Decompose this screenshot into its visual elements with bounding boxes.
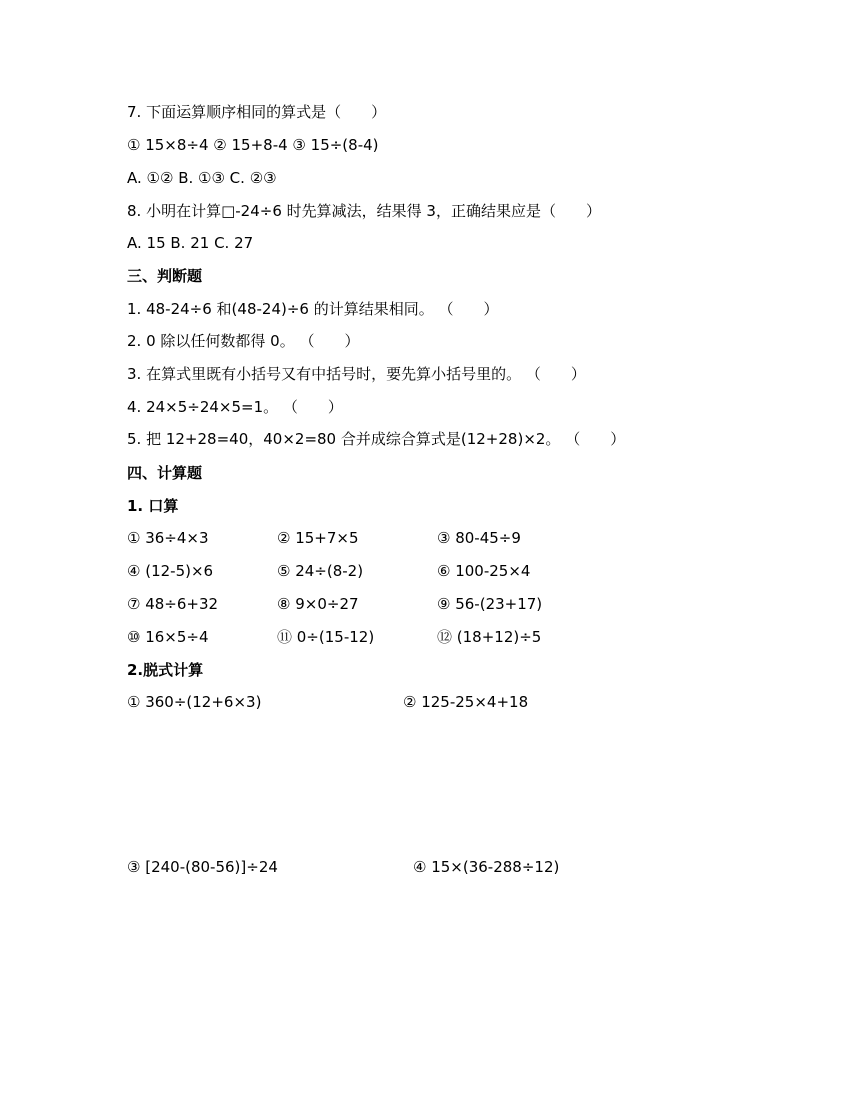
step-heading: 2.脱式计算 xyxy=(127,661,204,679)
step-problem: ② 125-25×4+18 xyxy=(403,693,529,711)
oral-item: ⑦ 48÷6+32 xyxy=(127,595,219,613)
oral-item: ⑥ 100-25×4 xyxy=(437,562,531,580)
oral-item: ⑫ (18+12)÷5 xyxy=(437,628,542,646)
oral-item: ① 36÷4×3 xyxy=(127,529,209,547)
question-7-items: ① 15×8÷4 ② 15+8-4 ③ 15÷(8-4) xyxy=(127,136,379,154)
oral-item: ② 15+7×5 xyxy=(277,529,359,547)
judge-item-5: 5. 把 12+28=40，40×2=80 合并成综合算式是(12+28)×2。 （ ） xyxy=(127,430,626,448)
oral-item: ③ 80-45÷9 xyxy=(437,529,521,547)
oral-item: ⑧ 9×0÷27 xyxy=(277,595,359,613)
oral-item: ④ (12-5)×6 xyxy=(127,562,214,580)
question-7: 7. 下面运算顺序相同的算式是（ ） xyxy=(127,103,387,121)
oral-item: ⑪ 0÷(15-12) xyxy=(277,628,375,646)
oral-item: ⑩ 16×5÷4 xyxy=(127,628,209,646)
judge-item-2: 2. 0 除以任何数都得 0。 （ ） xyxy=(127,332,360,350)
judge-item-1: 1. 48-24÷6 和(48-24)÷6 的计算结果相同。 （ ） xyxy=(127,300,499,318)
calc-heading: 四、计算题 xyxy=(127,464,203,482)
question-7-options: A. ①② B. ①③ C. ②③ xyxy=(127,169,277,187)
judge-item-4: 4. 24×5÷24×5=1。 （ ） xyxy=(127,398,343,416)
judge-heading: 三、判断题 xyxy=(127,267,203,285)
judge-item-3: 3. 在算式里既有小括号又有中括号时，要先算小括号里的。 （ ） xyxy=(127,365,586,383)
question-8: 8. 小明在计算□-24÷6 时先算减法，结果得 3，正确结果应是（ ） xyxy=(127,202,601,220)
question-8-options: A. 15 B. 21 C. 27 xyxy=(127,234,254,252)
step-problem: ④ 15×(36-288÷12) xyxy=(413,858,560,876)
oral-item: ⑤ 24÷(8-2) xyxy=(277,562,364,580)
oral-heading: 1. 口算 xyxy=(127,497,179,515)
oral-item: ⑨ 56-(23+17) xyxy=(437,595,543,613)
step-problem: ③ [240-(80-56)]÷24 xyxy=(127,858,278,876)
step-problem: ① 360÷(12+6×3) xyxy=(127,693,262,711)
